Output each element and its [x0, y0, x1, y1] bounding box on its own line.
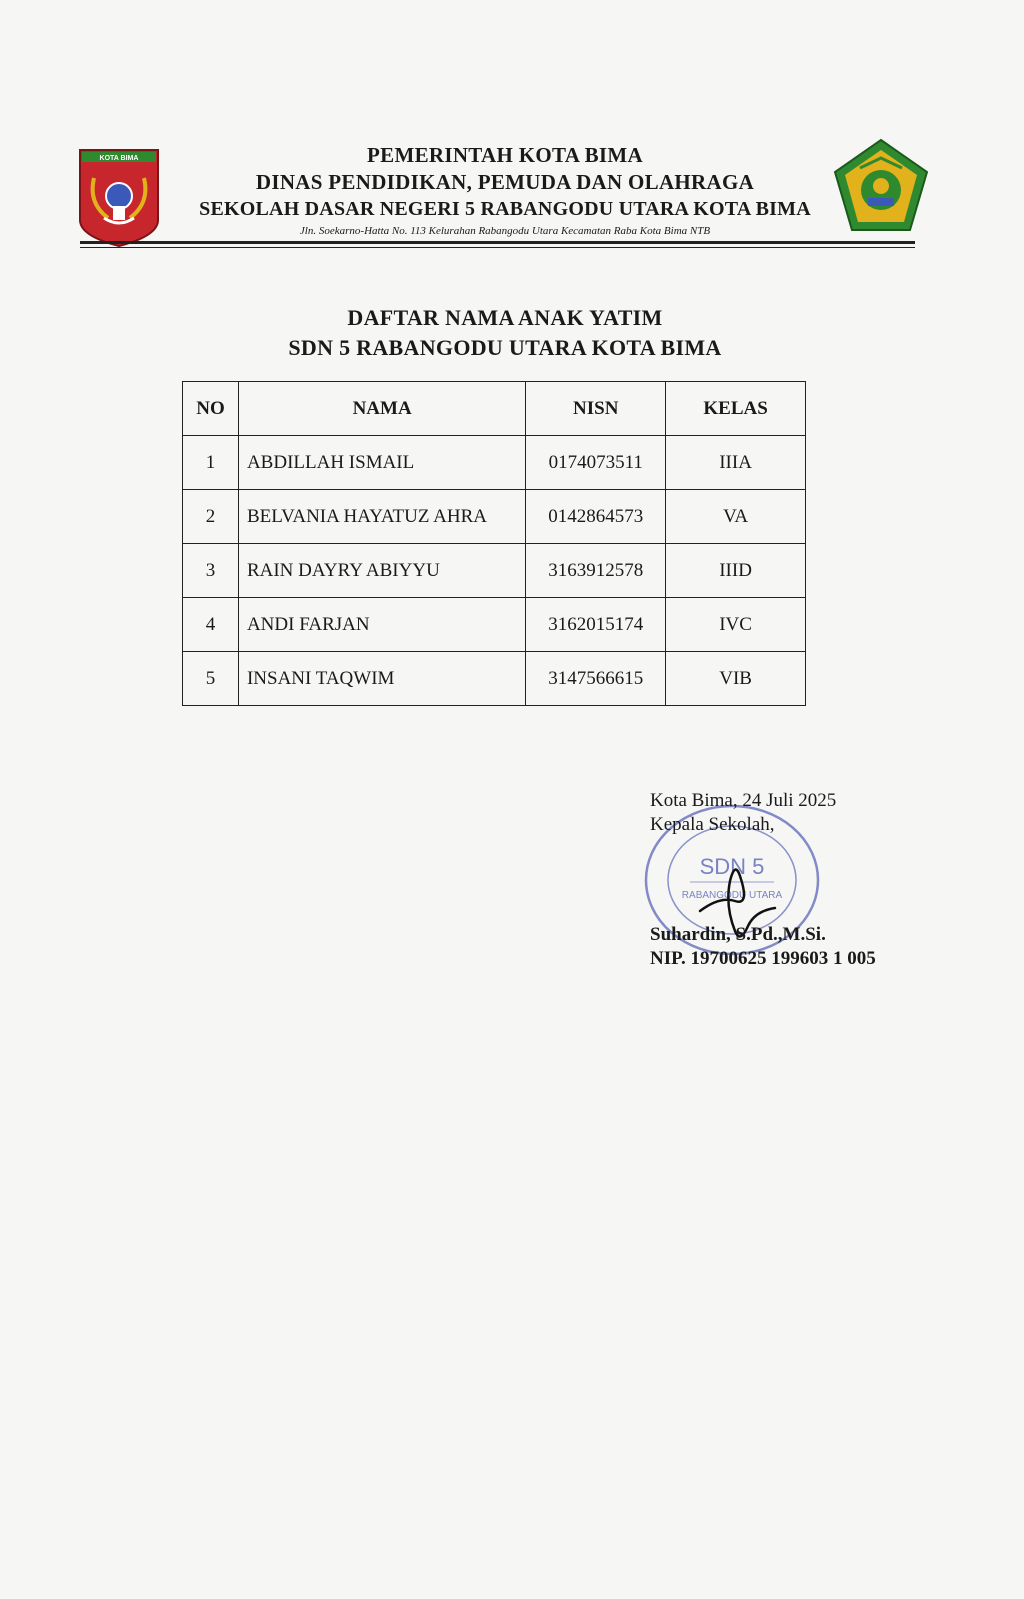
- place-date: Kota Bima, 24 Juli 2025: [650, 790, 837, 811]
- stamp-text: SDN 5: [699, 854, 765, 879]
- dikpora-emblem-icon: [832, 138, 930, 234]
- cell-nisn: 3147566615: [526, 652, 666, 706]
- header-nama: NAMA: [238, 382, 525, 436]
- table-row: [183, 652, 806, 706]
- table-row: [183, 490, 806, 544]
- table-row: [183, 598, 806, 652]
- stamp-subtext: RABANGODU UTARA: [681, 890, 783, 901]
- kota-bima-emblem-icon: [78, 148, 160, 248]
- letterhead-rule-thick: [80, 241, 915, 244]
- cell-kelas: VIB: [666, 652, 806, 706]
- cell-no: 2: [183, 490, 239, 544]
- document-title: [170, 303, 840, 363]
- cell-kelas: IIIA: [666, 436, 806, 490]
- header-nisn: NISN: [526, 382, 666, 436]
- cell-nama: ANDI FARJAN: [238, 598, 525, 652]
- table-row: [183, 436, 806, 490]
- letterhead-rule-thin: [80, 247, 915, 248]
- title-line1: DAFTAR NAMA ANAK YATIM: [347, 305, 663, 330]
- letterhead-line2: DINAS PENDIDIKAN, PEMUDA DAN OLAHRAGA: [255, 170, 755, 194]
- signer-nip: NIP. 19700625 199603 1 005: [650, 948, 876, 969]
- logo-text: KOTA BIMA: [99, 155, 139, 162]
- cell-nama: INSANI TAQWIM: [238, 652, 525, 706]
- cell-no: 1: [183, 436, 239, 490]
- cell-no: 5: [183, 652, 239, 706]
- cell-kelas: VA: [666, 490, 806, 544]
- cell-kelas: IVC: [666, 598, 806, 652]
- letterhead-line1: PEMERINTAH KOTA BIMA: [367, 143, 643, 167]
- cell-no: 3: [183, 544, 239, 598]
- table-row: [183, 544, 806, 598]
- cell-no: 4: [183, 598, 239, 652]
- header-no: NO: [183, 382, 239, 436]
- cell-nama: RAIN DAYRY ABIYYU: [238, 544, 525, 598]
- cell-nama: BELVANIA HAYATUZ AHRA: [238, 490, 525, 544]
- signature-block: [650, 789, 876, 971]
- header-kelas: KELAS: [666, 382, 806, 436]
- table-header-row: [183, 382, 806, 436]
- cell-nisn: 0142864573: [526, 490, 666, 544]
- cell-nisn: 0174073511: [526, 436, 666, 490]
- signer-name: Suhardin, S.Pd.,M.Si.: [650, 924, 826, 945]
- title-line2: SDN 5 RABANGODU UTARA KOTA BIMA: [288, 335, 722, 360]
- cell-nisn: 3163912578: [526, 544, 666, 598]
- cell-kelas: IIID: [666, 544, 806, 598]
- letterhead-address: Jln. Soekarno-Hatta No. 113 Kelurahan Rabangodu Utara Kecamatan Raba Kota Bima NTB: [299, 225, 711, 237]
- letterhead-line3: SEKOLAH DASAR NEGERI 5 RABANGODU UTARA KOTA BIMA: [199, 198, 811, 220]
- letterhead: [170, 142, 840, 238]
- signer-position: Kepala Sekolah,: [650, 814, 775, 835]
- orphan-list-table: [182, 381, 806, 706]
- cell-nisn: 3162015174: [526, 598, 666, 652]
- cell-nama: ABDILLAH ISMAIL: [238, 436, 525, 490]
